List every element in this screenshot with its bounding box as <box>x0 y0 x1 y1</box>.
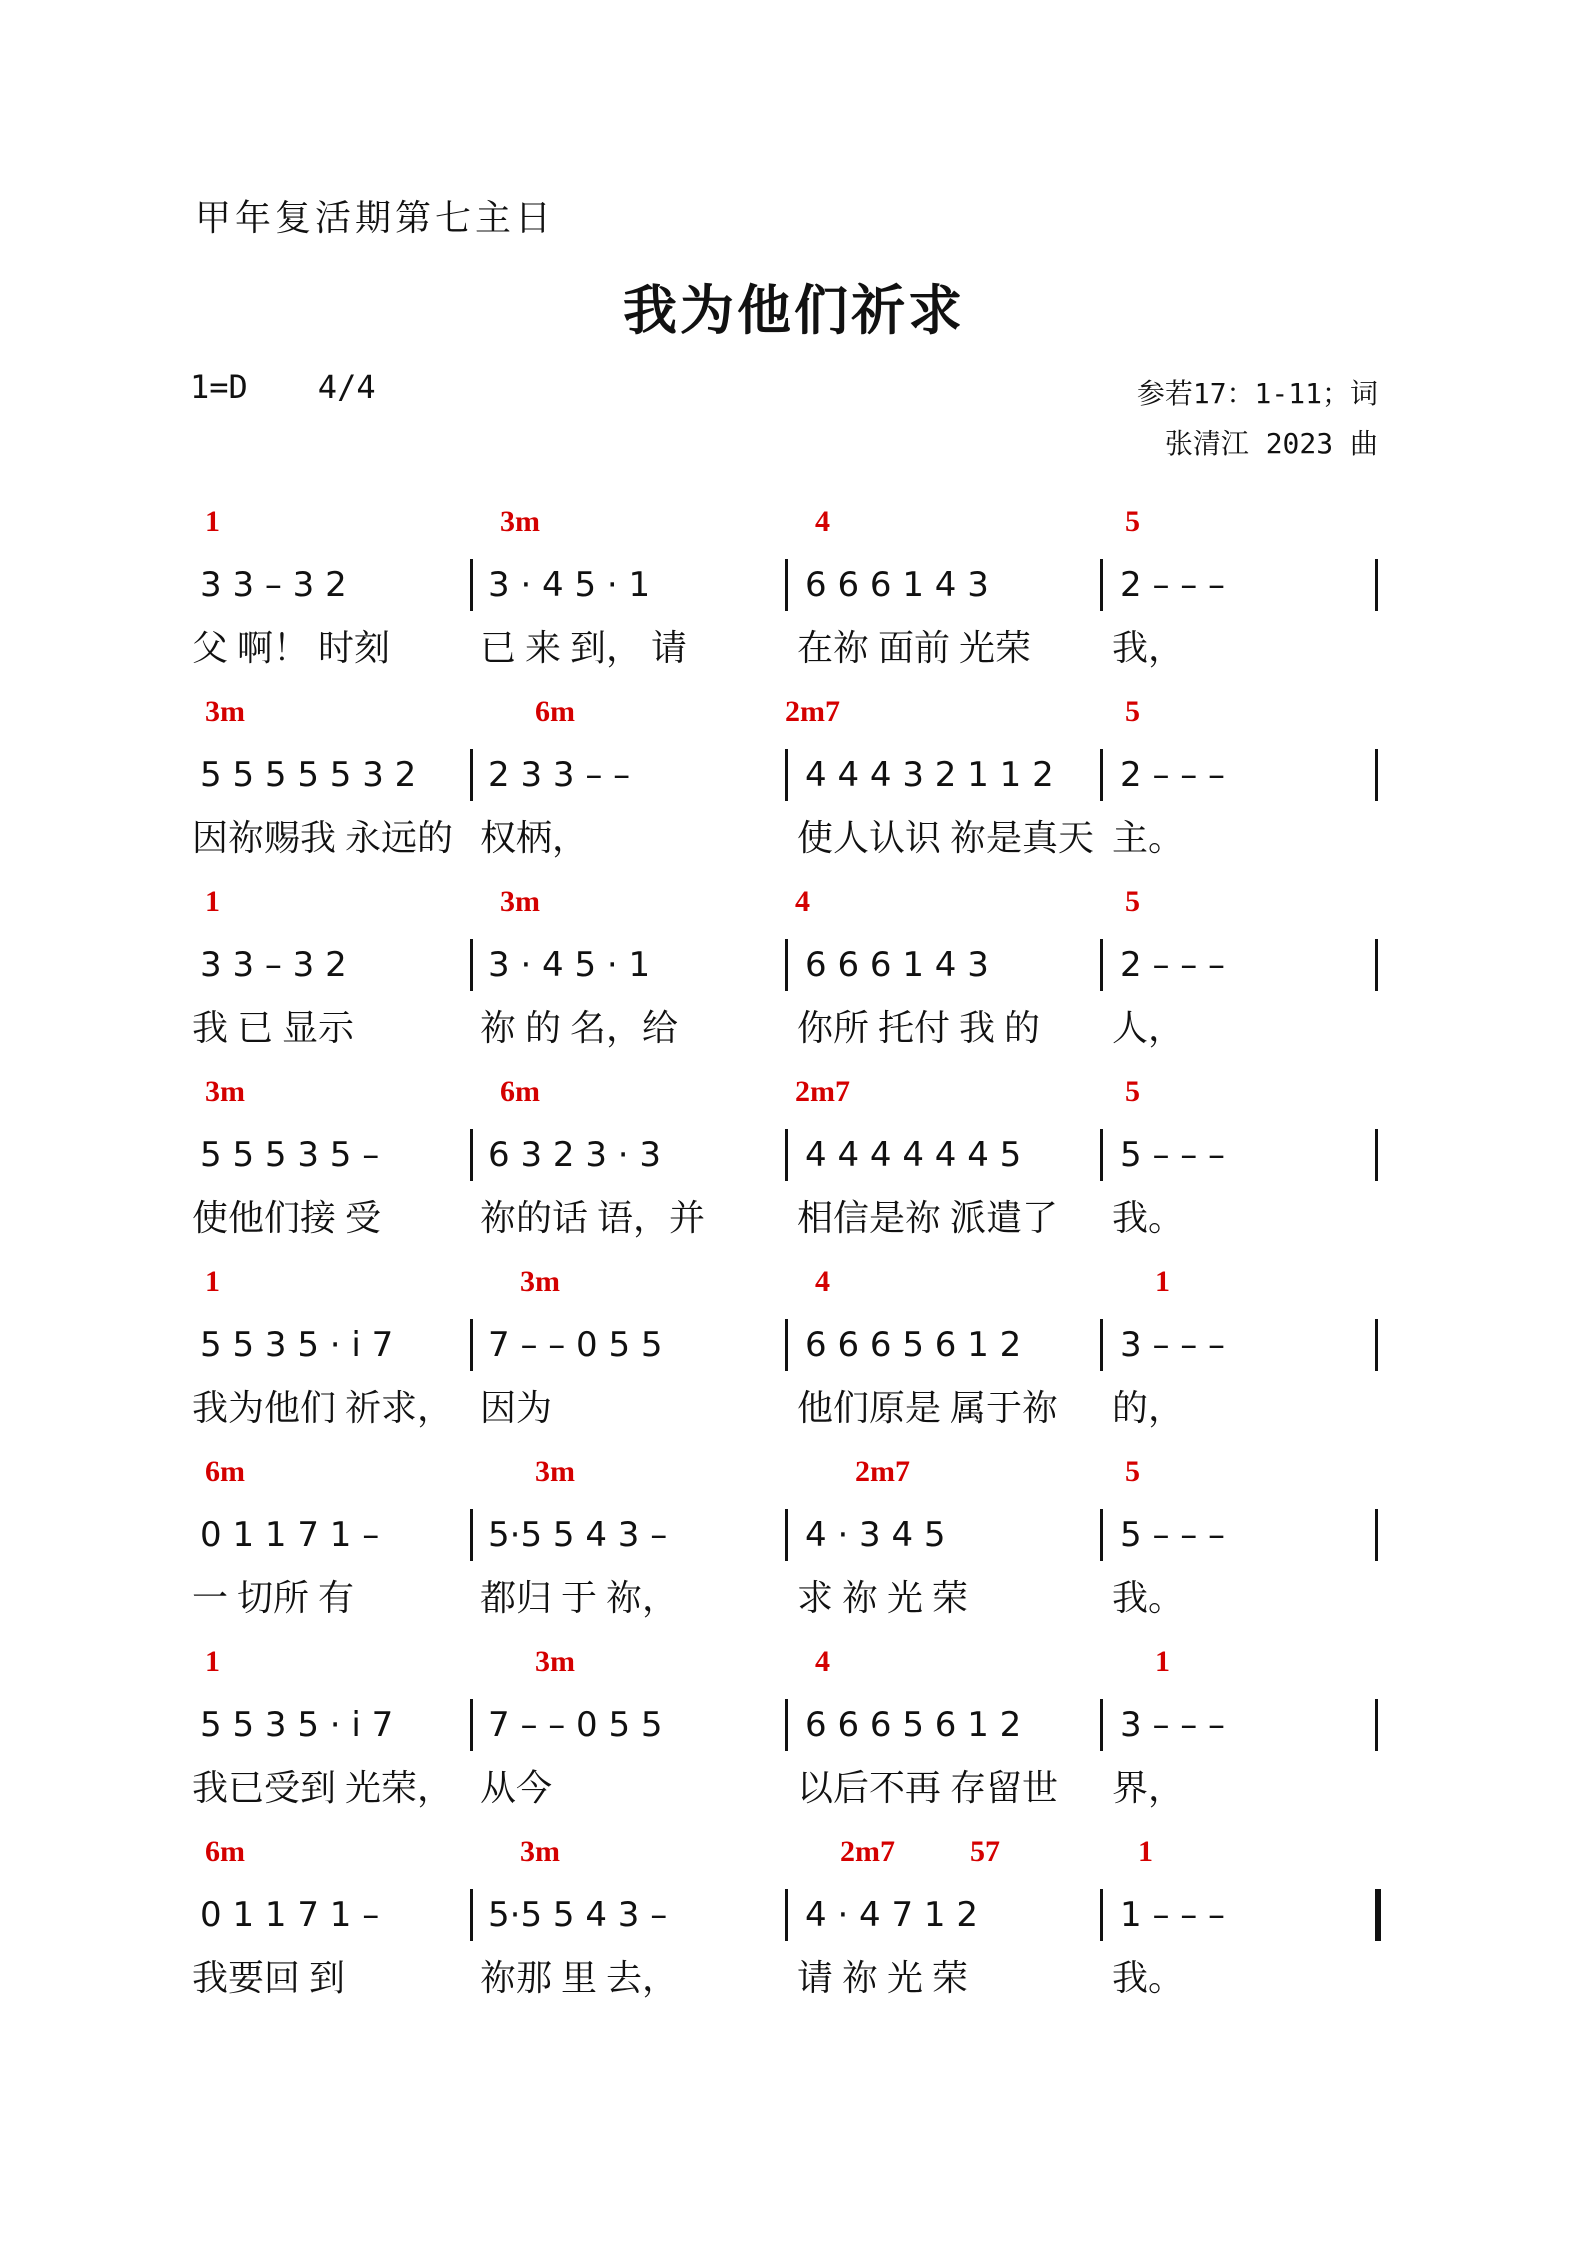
chord-symbol: 2m7 <box>795 1075 850 1108</box>
notation-line <box>190 945 1390 995</box>
chord-symbol: 4 <box>815 1645 830 1678</box>
barline <box>1100 939 1103 991</box>
notation-line <box>190 1135 1390 1185</box>
measure: 3 · 4 5 · 1 <box>488 945 651 985</box>
lyric-segment: 从今 <box>480 1768 553 1808</box>
liturgical-category: 甲年复活期第七主日 <box>195 198 556 239</box>
measure: 2 – – – <box>1120 565 1226 605</box>
chord-symbol: 2m7 <box>855 1455 910 1488</box>
measure: 4 · 3 4 5 <box>805 1515 946 1555</box>
measure: 6 3 2 3 · 3 <box>488 1135 662 1175</box>
barline <box>1100 749 1103 801</box>
chord-symbol: 3m <box>535 1645 575 1678</box>
barline <box>470 1319 473 1371</box>
lyric-segment: 我 已 显示 <box>192 1008 355 1048</box>
chord-symbol: 1 <box>1155 1265 1170 1298</box>
lyric-segment: 我。 <box>1112 1958 1185 1998</box>
lyric-segment: 都归 于 祢， <box>480 1578 679 1618</box>
measure: 5 5 5 3 5 – <box>200 1135 380 1175</box>
measure: 6 6 6 5 6 1 2 <box>805 1705 1022 1745</box>
chord-symbol: 1 <box>205 505 220 538</box>
barline <box>1375 1699 1378 1751</box>
chord-symbol: 3m <box>535 1455 575 1488</box>
measure: 7 – – 0 5 5 <box>488 1325 663 1365</box>
barline <box>1375 749 1378 801</box>
measure: 0 1 1 7 1 – <box>200 1895 380 1935</box>
notation-line <box>190 1895 1390 1945</box>
barline <box>785 559 788 611</box>
lyric-segment: 已 来 到， 请 <box>480 628 688 668</box>
barline <box>785 1509 788 1561</box>
score-system <box>190 1265 1390 1435</box>
measure: 3 3 – 3 2 <box>200 945 347 985</box>
chord-symbol: 4 <box>795 885 810 918</box>
barline <box>470 939 473 991</box>
time-signature: 4/4 <box>317 368 376 406</box>
chord-symbol: 6m <box>205 1835 245 1868</box>
barline <box>1100 1129 1103 1181</box>
chord-symbol: 6m <box>205 1455 245 1488</box>
chord-symbol: 3m <box>205 1075 245 1108</box>
lyric-segment: 一 切所 有 <box>192 1578 355 1618</box>
lyric-segment: 我， <box>1112 628 1185 668</box>
barline <box>470 1889 473 1941</box>
lyric-segment: 我。 <box>1112 1198 1185 1238</box>
lyric-segment: 我。 <box>1112 1578 1185 1618</box>
barline <box>470 1509 473 1561</box>
barline <box>1375 1509 1378 1561</box>
score-system <box>190 1835 1390 2005</box>
lyric-segment: 父 啊！ 时刻 <box>192 628 391 668</box>
measure: 5 – – – <box>1120 1135 1226 1175</box>
lyric-segment: 的， <box>1112 1388 1185 1428</box>
chord-symbol: 1 <box>1155 1645 1170 1678</box>
lyric-segment: 他们原是 属于祢 <box>797 1388 1059 1428</box>
barline <box>470 1699 473 1751</box>
measure: 3 3 – 3 2 <box>200 565 347 605</box>
chord-symbol: 1 <box>1138 1835 1153 1868</box>
barline <box>785 939 788 991</box>
notation-line <box>190 755 1390 805</box>
chord-symbol: 6m <box>535 695 575 728</box>
key-time-signature <box>190 368 446 406</box>
lyric-segment: 祢 的 名，给 <box>480 1008 679 1048</box>
lyric-segment: 祢那 里 去， <box>480 1958 679 1998</box>
barline <box>1375 939 1378 991</box>
chord-symbol: 3m <box>205 695 245 728</box>
barline <box>785 1319 788 1371</box>
lyrics-line <box>190 1950 1390 1998</box>
lyric-segment: 界， <box>1112 1768 1185 1808</box>
lyric-segment: 主。 <box>1112 818 1185 858</box>
chord-symbol: 3m <box>520 1265 560 1298</box>
lyric-segment: 你所 托付 我 的 <box>797 1008 1041 1048</box>
notation-line <box>190 565 1390 615</box>
barline <box>785 1129 788 1181</box>
chord-symbol: 5 <box>1125 695 1140 728</box>
lyric-segment: 求 祢 光 荣 <box>797 1578 969 1618</box>
chord-symbol: 3m <box>500 885 540 918</box>
lyrics-line <box>190 1380 1390 1428</box>
measure: 6 6 6 5 6 1 2 <box>805 1325 1022 1365</box>
key-signature: 1=D <box>190 368 248 406</box>
barline <box>1100 1319 1103 1371</box>
measure: 6 6 6 1 4 3 <box>805 945 989 985</box>
barline <box>470 749 473 801</box>
notation-line <box>190 1325 1390 1375</box>
lyric-segment: 因祢赐我 永远的 <box>192 818 454 858</box>
measure: 2 – – – <box>1120 755 1226 795</box>
barline <box>785 1889 788 1941</box>
lyrics-line <box>190 620 1390 668</box>
chord-symbol: 2m7 <box>840 1835 895 1868</box>
score-system <box>190 885 1390 1055</box>
measure: 5 5 5 5 5 3 2 <box>200 755 417 795</box>
measure: 5·5 5 4 3 – <box>488 1895 668 1935</box>
chord-symbol: 4 <box>815 1265 830 1298</box>
lyric-segment: 相信是祢 派遣了 <box>797 1198 1059 1238</box>
barline <box>785 1699 788 1751</box>
measure: 4 4 4 3 2 1 1 2 <box>805 755 1054 795</box>
score-system <box>190 505 1390 675</box>
measure: 7 – – 0 5 5 <box>488 1705 663 1745</box>
measure: 4 4 4 4 4 4 5 <box>805 1135 1022 1175</box>
lyrics-line <box>190 1000 1390 1048</box>
measure: 3 – – – <box>1120 1325 1226 1365</box>
lyric-segment: 请 祢 光 荣 <box>797 1958 969 1998</box>
lyric-segment: 使他们接 受 <box>192 1198 382 1238</box>
lyric-segment: 以后不再 存留世 <box>797 1768 1059 1808</box>
score-system <box>190 695 1390 865</box>
chord-symbol: 5 <box>1125 1075 1140 1108</box>
chord-symbol: 5 <box>1125 1455 1140 1488</box>
lyric-segment: 我为他们 祈求， <box>192 1388 454 1428</box>
barline <box>470 1129 473 1181</box>
barline <box>470 559 473 611</box>
chord-symbol: 6m <box>500 1075 540 1108</box>
measure: 3 · 4 5 · 1 <box>488 565 651 605</box>
barline <box>1100 1509 1103 1561</box>
lyric-segment: 祢的话 语，并 <box>480 1198 706 1238</box>
chord-symbol: 2m7 <box>785 695 840 728</box>
chord-symbol: 1 <box>205 885 220 918</box>
chord-symbol: 5 <box>1125 885 1140 918</box>
final-barline <box>1375 1889 1381 1941</box>
barline <box>785 749 788 801</box>
measure: 2 3 3 – – <box>488 755 631 795</box>
chord-symbol: 5 <box>1125 505 1140 538</box>
measure: 5 5 3 5 · i 7 <box>200 1705 394 1745</box>
measure: 5 – – – <box>1120 1515 1226 1555</box>
score-system <box>190 1645 1390 1815</box>
lyrics-line <box>190 1570 1390 1618</box>
barline <box>1375 559 1378 611</box>
measure: 2 – – – <box>1120 945 1226 985</box>
barline <box>1375 1319 1378 1371</box>
measure: 1 – – – <box>1120 1895 1226 1935</box>
lyric-segment: 使人认识 祢是真天 <box>797 818 1095 858</box>
measure: 5 5 3 5 · i 7 <box>200 1325 394 1365</box>
barline <box>1100 559 1103 611</box>
barline <box>1375 1129 1378 1181</box>
notation-line <box>190 1515 1390 1565</box>
barline <box>1100 1889 1103 1941</box>
chord-symbol: 4 <box>815 505 830 538</box>
barline <box>1100 1699 1103 1751</box>
measure: 0 1 1 7 1 – <box>200 1515 380 1555</box>
measure: 3 – – – <box>1120 1705 1226 1745</box>
measure: 5·5 5 4 3 – <box>488 1515 668 1555</box>
score-system <box>190 1075 1390 1245</box>
lyrics-credit: 参若17：1-11；词 <box>1136 377 1378 410</box>
song-title: 我为他们祈求 <box>623 279 965 342</box>
lyric-segment: 人， <box>1112 1008 1185 1048</box>
lyric-segment: 我要回 到 <box>192 1958 346 1998</box>
notation-line <box>190 1705 1390 1755</box>
chord-symbol: 3m <box>520 1835 560 1868</box>
lyrics-line <box>190 1190 1390 1238</box>
lyrics-line <box>190 1760 1390 1808</box>
lyric-segment: 权柄， <box>480 818 589 858</box>
measure: 6 6 6 1 4 3 <box>805 565 989 605</box>
lyrics-line <box>190 810 1390 858</box>
lyric-segment: 在祢 面前 光荣 <box>797 628 1032 668</box>
chord-symbol: 1 <box>205 1265 220 1298</box>
lyric-segment: 因为 <box>480 1388 553 1428</box>
lyric-segment: 我已受到 光荣， <box>192 1768 454 1808</box>
score-system <box>190 1455 1390 1625</box>
music-credit: 张清江 2023 曲 <box>1164 427 1378 460</box>
chord-symbol: 3m <box>500 505 540 538</box>
measure: 4 · 4 7 1 2 <box>805 1895 979 1935</box>
chord-symbol: 1 <box>205 1645 220 1678</box>
chord-symbol: 57 <box>970 1835 1000 1868</box>
